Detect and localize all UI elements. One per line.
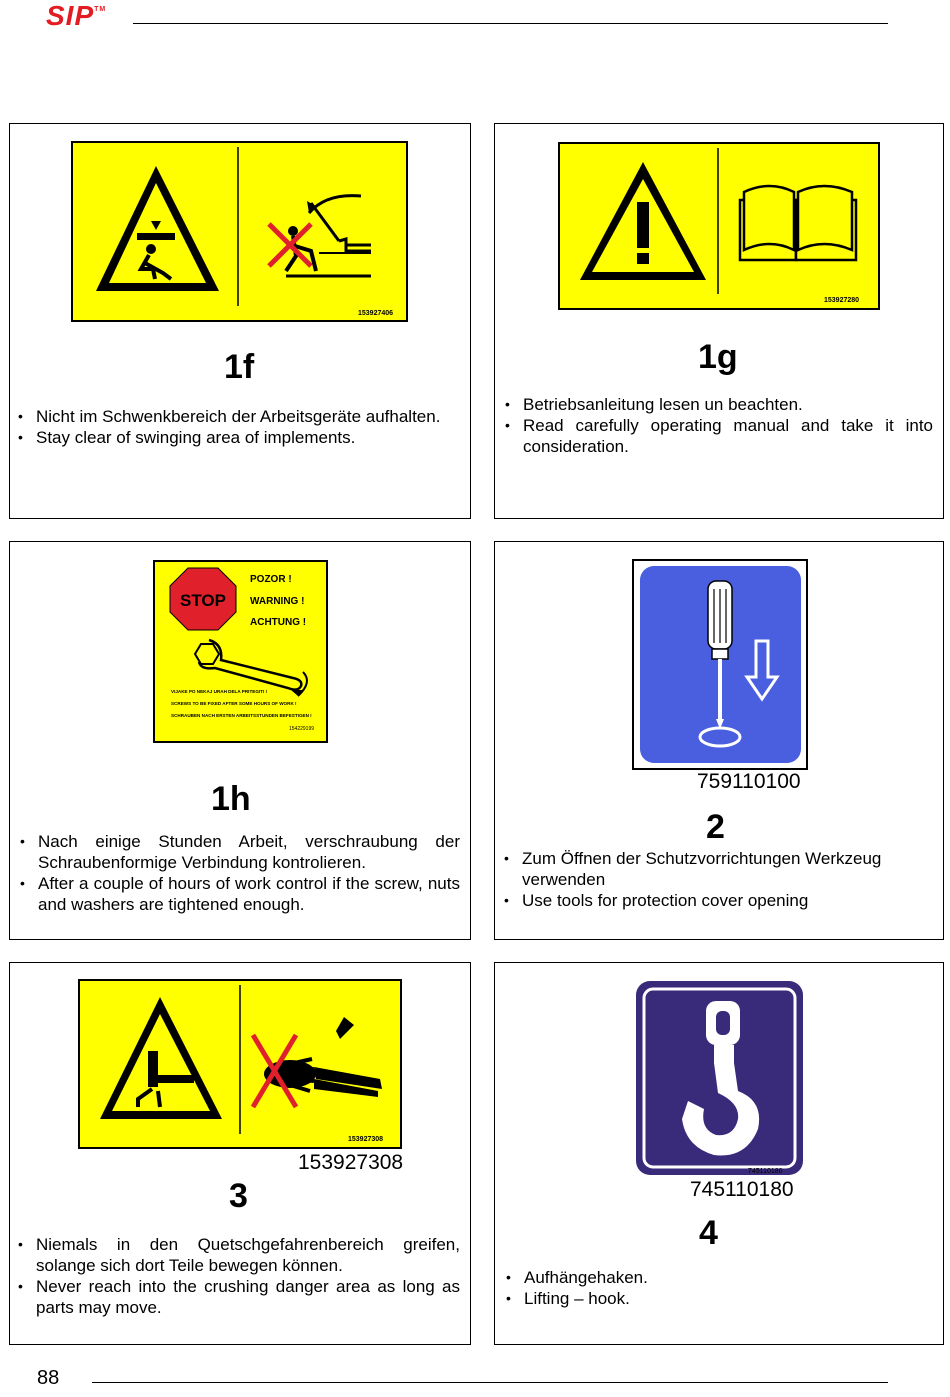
sticker-1g xyxy=(558,142,880,310)
list-item: • After a couple of hours of work control if the screw, nuts and washers are tightened enough. xyxy=(12,873,460,915)
sign-2 xyxy=(632,559,808,770)
sticker-line-1: VIJAKE PO NEKAJ URAH DELA PRITEGITI ! xyxy=(171,689,268,694)
label-1h: 1h xyxy=(211,780,251,818)
warning-text-1: POZOR ! xyxy=(250,574,292,585)
sticker-line-3: SCHRAUBEN NACH ERSTEN ARBEITSSTUNDEN BEFESTIGEN ! xyxy=(171,713,312,718)
sticker-code-1f: 153927406 xyxy=(358,310,394,317)
sticker-3 xyxy=(78,979,402,1149)
sticker-1h xyxy=(153,560,328,743)
manual-book-icon xyxy=(740,186,856,260)
list-item: • Nicht im Schwenkbereich der Arbeitsgeräte aufhalten. xyxy=(10,406,460,427)
sticker-code-4: 745110180 xyxy=(748,1168,783,1175)
list-item: • Betriebsanleitung lesen un beachten. xyxy=(497,394,933,415)
list-item: • Read carefully operating manual and take it into consideration. xyxy=(497,415,933,457)
sticker-code-1g: 153927280 xyxy=(824,297,860,304)
stop-text: STOP xyxy=(180,591,226,610)
page-number: 88 xyxy=(37,1367,60,1389)
label-1f: 1f xyxy=(224,348,255,386)
footer-rule xyxy=(92,1382,888,1383)
label-1g: 1g xyxy=(698,338,738,376)
sign-4 xyxy=(634,979,805,1177)
list-item: • Stay clear of swinging area of implements. xyxy=(10,427,460,448)
part-code-3: 153927308 xyxy=(298,1151,404,1174)
list-item: • Lifting – hook. xyxy=(498,1288,934,1309)
bullets-1f xyxy=(10,406,460,448)
stop-sign-icon xyxy=(170,568,236,630)
list-item: • Niemals in den Quetschgefahrenbereich greifen, solange sich dort Teile bewegen können. xyxy=(10,1234,460,1276)
sticker-code-3: 153927308 xyxy=(348,1136,384,1143)
header-rule xyxy=(133,23,888,24)
list-item: • Never reach into the crushing danger area as long as parts may move. xyxy=(10,1276,460,1318)
label-3: 3 xyxy=(229,1177,248,1215)
part-code-4: 745110180 xyxy=(690,1178,794,1201)
list-item: • Nach einige Stunden Arbeit, verschraubung der Schraubenformige Verbindung kontrolieren. xyxy=(12,831,460,873)
bullets-1h xyxy=(12,831,460,915)
bullets-2 xyxy=(496,848,936,911)
label-2: 2 xyxy=(706,808,725,846)
part-code-2: 759110100 xyxy=(697,770,801,793)
sticker-1f xyxy=(71,141,408,322)
sticker-code-1h: 154229199 xyxy=(289,726,315,732)
list-item: • Use tools for protection cover opening xyxy=(496,890,936,911)
sip-logo: SIP™ xyxy=(46,0,107,31)
list-item: • Aufhängehaken. xyxy=(498,1267,934,1288)
warning-text-3: ACHTUNG ! xyxy=(250,617,307,628)
warning-text-2: WARNING ! xyxy=(250,596,305,607)
label-4: 4 xyxy=(699,1214,718,1252)
bullets-4 xyxy=(498,1267,934,1309)
sticker-line-2: SCREWS TO BE FIXED AFTER SOME HOURS OF WORK ! xyxy=(171,701,297,706)
list-item: • Zum Öffnen der Schutzvorrichtungen Werkzeug verwenden xyxy=(496,848,936,890)
bullets-3 xyxy=(10,1234,460,1318)
bullets-1g xyxy=(497,394,933,457)
